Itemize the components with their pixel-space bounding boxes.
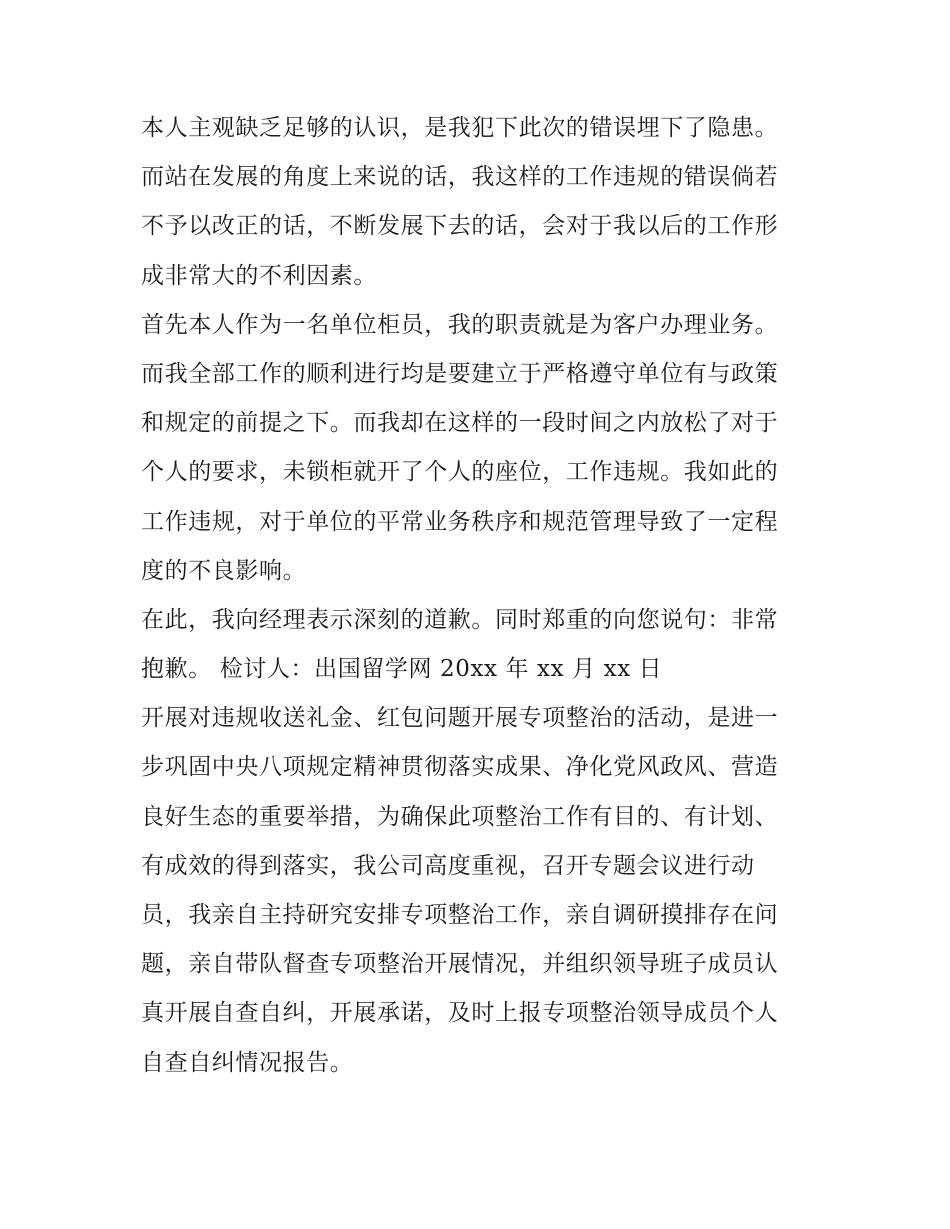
- text-line: 而我全部工作的顺利进行均是要建立于严格遵守单位有与政策: [141, 360, 779, 387]
- text-line: 有成效的得到落实，我公司高度重视，召开专题会议进行动: [141, 852, 755, 879]
- text-line: 良好生态的重要举措，为确保此项整治工作有目的、有计划、: [141, 803, 779, 830]
- text-line: 步巩固中央八项规定精神贯彻落实成果、净化党风政风、营造: [141, 754, 779, 781]
- text-line: 开展对违规收送礼金、红包问题开展专项整治的活动，是进一: [141, 705, 779, 732]
- text-line: 而站在发展的角度上来说的话，我这样的工作违规的错误倘若: [141, 164, 779, 191]
- text-line: 成非常大的不利因素。: [141, 262, 377, 289]
- text-line: 题，亲自带队督查专项整治开展情况，并组织领导班子成员认: [141, 951, 779, 978]
- text-line: 在此，我向经理表示深刻的道歉。同时郑重的向您说句：非常: [141, 606, 779, 633]
- text-line: 工作违规，对于单位的平常业务秩序和规范管理导致了一定程: [141, 508, 779, 535]
- text-line: 度的不良影响。: [141, 557, 307, 584]
- document-body: [141, 104, 831, 1088]
- text-line: 个人的要求，未锁柜就开了个人的座位，工作违规。我如此的: [141, 459, 779, 486]
- text-line: 和规定的前提之下。而我却在这样的一段时间之内放松了对于: [141, 410, 779, 437]
- text-line: 真开展自查自纠，开展承诺，及时上报专项整治领导成员个人: [141, 1000, 779, 1027]
- signature-line: 抱歉。 检讨人：出国留学网 20xx 年 xx 月 xx 日: [141, 656, 663, 683]
- text-line: 本人主观缺乏足够的认识，是我犯下此次的错误埋下了隐患。: [141, 115, 779, 141]
- text-line: 不予以改正的话，不断发展下去的话，会对于我以后的工作形: [141, 213, 779, 240]
- text-line: 自查自纠情况报告。: [141, 1049, 354, 1076]
- text-line: 员，我亲自主持研究安排专项整治工作，亲自调研摸排存在问: [141, 902, 779, 928]
- text-line: 首先本人作为一名单位柜员，我的职责就是为客户办理业务。: [141, 311, 779, 338]
